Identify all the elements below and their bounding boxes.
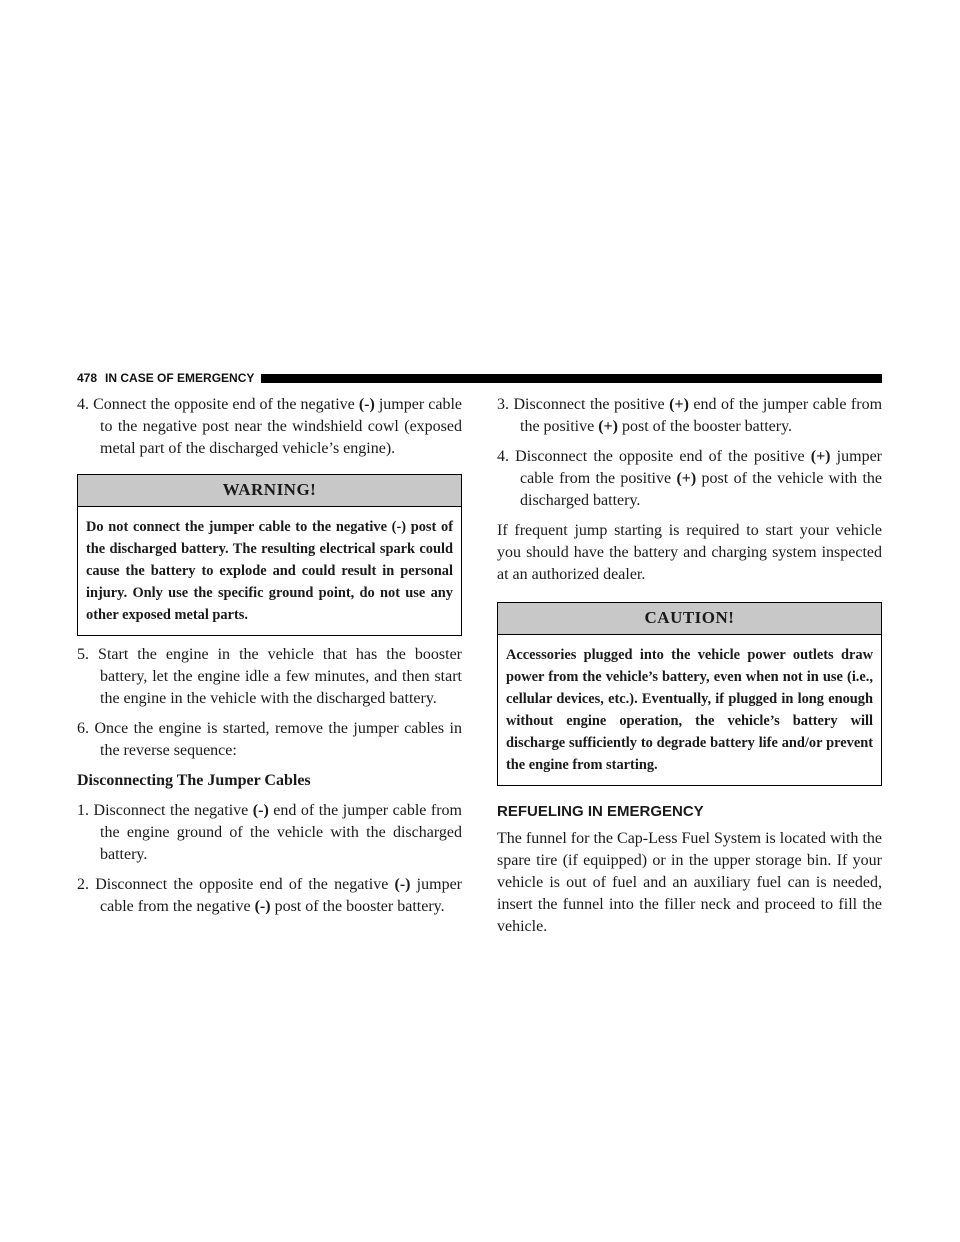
header-rule — [261, 374, 882, 383]
jump-start-note: If frequent jump starting is required to start your vehicle you should have the battery and charging system inspected at an authorized dealer. — [497, 522, 882, 583]
caution-body: Accessories plugged into the vehicle power outlets draw power from the vehicle’s battery, even when not in use (i.e., cellular devices, etc.). Eventually, if plugged in long enough without engine operation, the vehicle’s battery will discharge sufficiently to degrade battery life and/or prevent the engine from starting. — [506, 647, 873, 773]
disconnect-step-2: 2. Disconnect the opposite end of the negative (-) jumper cable from the negative (-) post of the booster battery. — [77, 876, 463, 915]
disconnect-step-4: 4. Disconnect the opposite end of the positive (+) jumper cable from the positive (+) post of the vehicle with the discharged battery. — [497, 448, 883, 509]
caution-box — [497, 602, 882, 786]
section-heading-refueling: REFUELING IN EMERGENCY — [497, 803, 704, 820]
disconnect-step-1: 1. Disconnect the negative (-) end of the jumper cable from the engine ground of the vehicle with the discharged battery. — [77, 802, 462, 863]
page-header — [77, 371, 882, 385]
right-column — [497, 394, 882, 938]
disconnect-step-3: 3. Disconnect the positive (+) end of the jumper cable from the positive (+) post of the booster battery. — [497, 396, 883, 435]
warning-title: WARNING! — [78, 475, 461, 507]
subheading-disconnecting: Disconnecting The Jumper Cables — [77, 772, 311, 789]
section-title: IN CASE OF EMERGENCY — [105, 371, 255, 385]
refueling-paragraph: The funnel for the Cap-Less Fuel System is located with the spare tire (if equipped) or in the upper storage bin. If your vehicle is out of fuel and an auxiliary fuel can is needed, insert the funnel into the filler neck and proceed to fill the vehicle. — [497, 830, 882, 935]
step-6: 6. Once the engine is started, remove the jumper cables in the reverse sequence: — [77, 720, 462, 759]
step-5: 5. Start the engine in the vehicle that has the booster battery, let the engine idle a few minutes, and then start the engine in the vehicle with the discharged battery. — [77, 646, 462, 707]
page-number: 478 — [77, 371, 98, 385]
warning-body: Do not connect the jumper cable to the negative (-) post of the discharged battery. The resulting electrical spark could cause the battery to explode and could result in personal injury. Only use the specific ground point, do not use any other exposed metal parts. — [86, 519, 453, 623]
left-column — [77, 394, 462, 918]
warning-box — [77, 474, 462, 636]
step-4: 4. Connect the opposite end of the negative (-) jumper cable to the negative post near the windshield cowl (exposed metal part of the discharged vehicle’s engine). — [77, 396, 463, 457]
caution-title: CAUTION! — [498, 603, 881, 635]
